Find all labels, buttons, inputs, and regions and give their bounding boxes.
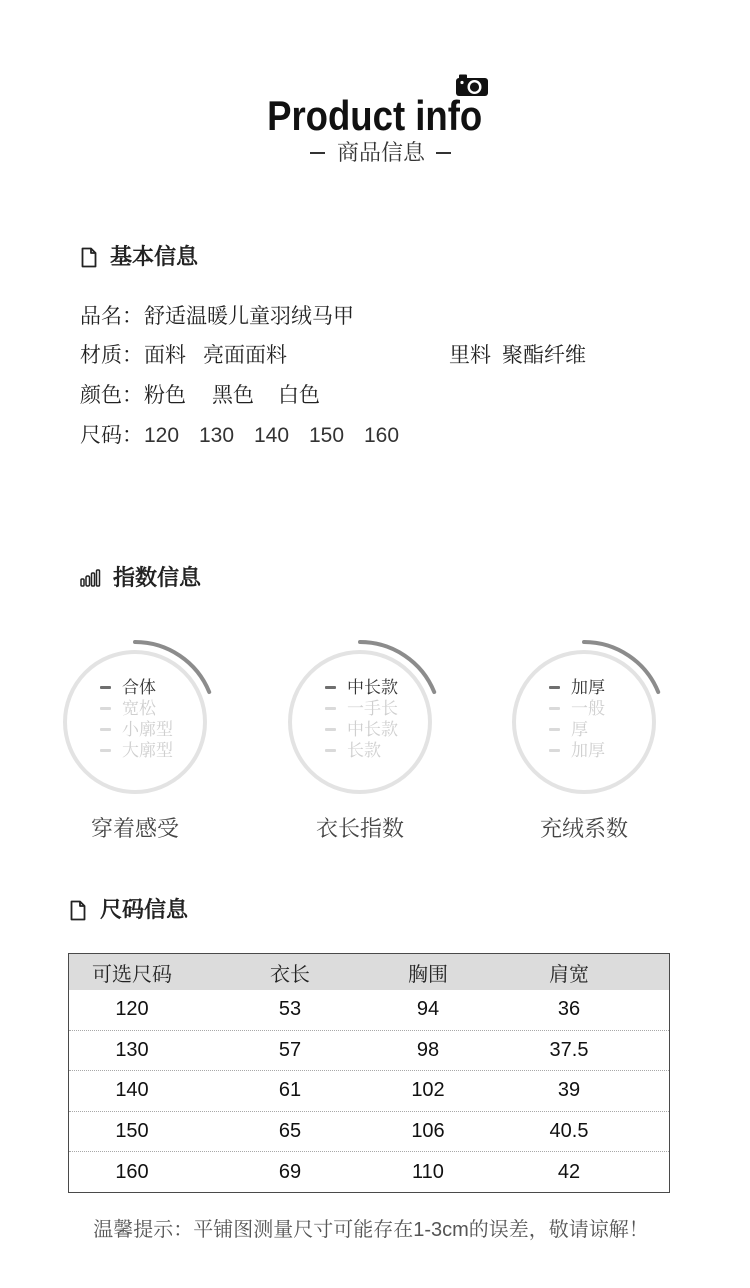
table-cell: 102 xyxy=(411,1079,445,1102)
gauge-options xyxy=(549,677,605,761)
color-option: 粉色 xyxy=(144,384,186,407)
subtitle-left-dash xyxy=(310,152,325,154)
subtitle-text: 商品信息 xyxy=(337,140,426,165)
gauge-fit-feel xyxy=(45,632,225,844)
table-row xyxy=(69,990,669,1031)
option-label: 加厚 xyxy=(571,741,605,760)
table-cell: 69 xyxy=(278,1160,302,1183)
option-label: 大廓型 xyxy=(122,741,173,760)
document-icon xyxy=(81,247,97,268)
option-label: 一手长 xyxy=(347,699,398,718)
gauge-option xyxy=(549,698,605,719)
table-row xyxy=(69,1152,669,1192)
gauge-option xyxy=(325,677,398,698)
table-cell: 106 xyxy=(411,1120,445,1143)
gauge-option xyxy=(549,740,605,761)
option-dash xyxy=(325,749,336,752)
gauge-filling-index xyxy=(494,632,674,844)
size-option: 120 xyxy=(144,424,180,447)
section-size-info-heading xyxy=(70,898,188,922)
table-header-cell: 衣长 xyxy=(270,963,310,986)
table-cell: 110 xyxy=(412,1160,444,1183)
lining-value: 聚酯纤维 xyxy=(502,344,586,367)
table-cell: 57 xyxy=(278,1038,302,1061)
option-label: 一般 xyxy=(571,699,605,718)
section-title: 指数信息 xyxy=(113,565,202,590)
option-label: 宽松 xyxy=(122,699,156,718)
option-dash xyxy=(549,686,560,689)
option-label: 厚 xyxy=(571,720,588,739)
info-line-color xyxy=(80,382,346,410)
table-cell: 37.5 xyxy=(549,1038,589,1061)
outer-fabric-value: 亮面面料 xyxy=(203,344,287,367)
option-dash xyxy=(325,686,336,689)
subtitle-right-dash xyxy=(436,152,451,154)
table-cell: 160 xyxy=(115,1160,149,1183)
gauge-option xyxy=(325,719,398,740)
option-dash xyxy=(325,728,336,731)
size-table xyxy=(68,953,670,1193)
table-row xyxy=(69,1031,669,1072)
info-line-lining xyxy=(449,342,586,370)
size-option: 140 xyxy=(254,424,290,447)
section-title: 基本信息 xyxy=(110,244,199,269)
gauge-option xyxy=(325,740,398,761)
size-option: 150 xyxy=(309,424,345,447)
document-icon xyxy=(70,900,86,921)
table-cell: 42 xyxy=(557,1160,581,1183)
gauge-option xyxy=(100,719,173,740)
option-label: 小廓型 xyxy=(122,720,173,739)
option-dash xyxy=(549,728,560,731)
section-index-info-heading xyxy=(80,566,201,590)
option-dash xyxy=(325,707,336,710)
option-label: 合体 xyxy=(122,678,156,697)
color-option: 黑色 xyxy=(212,384,254,407)
table-row xyxy=(69,1071,669,1112)
page-subtitle xyxy=(310,141,451,165)
size-option: 160 xyxy=(364,424,400,447)
bar-chart-icon xyxy=(80,569,101,587)
option-dash xyxy=(100,686,111,689)
gauge-label: 充绒系数 xyxy=(539,816,628,841)
table-header-cell: 肩宽 xyxy=(549,963,589,986)
option-dash xyxy=(100,707,111,710)
info-label: 颜色： xyxy=(80,384,143,407)
option-dash xyxy=(100,749,111,752)
info-label: 尺码： xyxy=(80,424,143,447)
table-cell: 94 xyxy=(416,998,440,1021)
gauge-label: 穿着感受 xyxy=(90,816,179,841)
table-cell: 36 xyxy=(557,998,581,1021)
table-cell: 130 xyxy=(115,1038,149,1061)
option-dash xyxy=(100,728,111,731)
table-row xyxy=(69,1112,669,1153)
info-value: 舒适温暖儿童羽绒马甲 xyxy=(144,305,354,328)
color-option: 白色 xyxy=(278,384,320,407)
option-label: 中长款 xyxy=(347,720,398,739)
table-header-row xyxy=(69,954,669,990)
option-label: 长款 xyxy=(347,741,381,760)
gauge-label: 衣长指数 xyxy=(315,816,404,841)
table-cell: 39 xyxy=(557,1079,581,1102)
table-cell: 65 xyxy=(278,1120,302,1143)
info-line-product-name xyxy=(80,303,354,331)
table-cell: 61 xyxy=(278,1079,302,1102)
table-cell: 120 xyxy=(115,998,149,1021)
gauge-option xyxy=(100,698,173,719)
option-dash xyxy=(549,707,560,710)
table-cell: 98 xyxy=(416,1038,440,1061)
info-label: 品名： xyxy=(80,305,143,328)
option-dash xyxy=(549,749,560,752)
gauge-option xyxy=(325,698,398,719)
gauge-length-index xyxy=(270,632,450,844)
section-title: 尺码信息 xyxy=(100,897,189,922)
size-option: 130 xyxy=(199,424,235,447)
page-title xyxy=(0,92,750,140)
table-cell: 40.5 xyxy=(549,1120,589,1143)
page-title-text: Product info xyxy=(267,92,483,139)
info-label: 材质： xyxy=(80,344,143,367)
table-header-cell: 胸围 xyxy=(408,963,448,986)
table-cell: 140 xyxy=(115,1079,149,1102)
measurement-note: 温馨提示：平铺图测量尺寸可能存在1-3cm的误差，敬请谅解！ xyxy=(93,1219,649,1241)
lining-label: 里料 xyxy=(449,344,491,367)
option-label: 中长款 xyxy=(347,678,398,697)
outer-fabric-label: 面料 xyxy=(144,344,186,367)
info-line-material xyxy=(80,342,287,370)
table-cell: 53 xyxy=(278,998,302,1021)
gauge-option xyxy=(100,740,173,761)
info-line-size xyxy=(80,422,419,450)
table-header-cell: 可选尺码 xyxy=(92,963,172,986)
section-basic-info-heading xyxy=(81,245,198,269)
option-label: 加厚 xyxy=(571,678,605,697)
table-cell: 150 xyxy=(115,1120,149,1143)
gauge-option xyxy=(100,677,173,698)
gauge-options xyxy=(325,677,398,761)
gauge-option xyxy=(549,677,605,698)
gauge-option xyxy=(549,719,605,740)
gauge-options xyxy=(100,677,173,761)
